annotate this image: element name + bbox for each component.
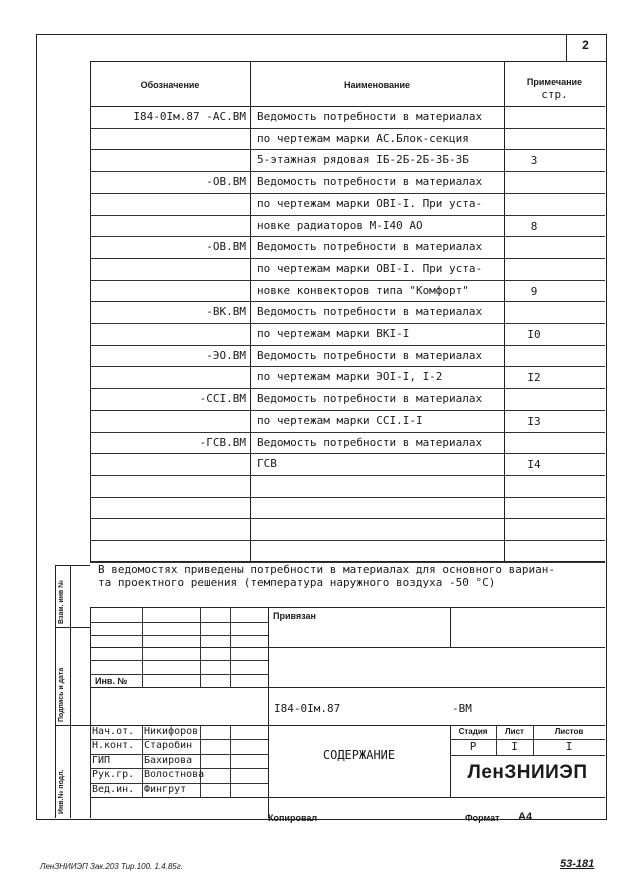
footer-right: 53-181 (560, 858, 595, 870)
row-page: 9 (530, 284, 538, 298)
row-divider (250, 388, 605, 389)
row-divider-left (90, 128, 250, 129)
signature-role: Вед.ин. (92, 783, 135, 795)
row-divider-left (90, 301, 250, 302)
row-name: Ведомость потребности в материалах (257, 240, 483, 254)
side-label-inv-podl: Инв.№ подл. (58, 769, 65, 814)
column-header-designation: Обозначение (140, 80, 200, 90)
signature-role: ГИП (92, 754, 111, 766)
format-value: А4 (518, 811, 533, 823)
row-divider-left (90, 345, 250, 346)
sheet-value: I (511, 740, 518, 753)
row-name: по чертежам марки ССI.I-I (257, 413, 423, 427)
signature-role: Рук.гр. (92, 769, 135, 781)
row-designation: -ОВ.ВМ (206, 175, 246, 189)
signature-name: Никифоров (144, 726, 199, 737)
row-page: I2 (527, 371, 541, 385)
row-designation: -ОВ.ВМ (206, 240, 246, 254)
row-divider-left (90, 149, 250, 150)
row-name: по чертежам марки ОВI-I. При уста- (257, 196, 483, 210)
column-header-name: Наименование (343, 80, 411, 90)
note-line-2: та проектного решения (температура наружного воздуха -50 °С) (98, 576, 496, 589)
footer-left: ЛенЗНИИЭП Зак.203 Тир.100. 1.4.85г. (40, 862, 183, 871)
document-code: I84-0Iм.87 (274, 702, 341, 715)
row-divider (250, 171, 605, 172)
side-label-vzam: Взам. инв № (58, 580, 65, 624)
row-divider-left (90, 366, 250, 367)
row-divider-left (90, 410, 250, 411)
row-page: 3 (530, 154, 538, 168)
row-divider-left (90, 193, 250, 194)
row-name: 5-этажная рядовая IБ-2Б-2Б-3Б-3Б (257, 153, 469, 167)
row-divider-left (90, 258, 250, 259)
stage-label: Стадия (458, 727, 488, 736)
row-name: по чертежам марки ЭОI-I, I-2 (257, 370, 443, 384)
format-label: Формат (465, 813, 500, 823)
side-label-podpis: Подпись и дата (58, 667, 65, 722)
sheets-value: I (565, 740, 573, 753)
row-page: I0 (527, 328, 541, 341)
row-page: I3 (527, 414, 541, 428)
document-suffix: -ВМ (452, 702, 472, 715)
row-divider (250, 258, 605, 259)
organization-logo: ЛенЗНИИЭП (467, 762, 588, 783)
sheet-label: Лист (505, 727, 524, 736)
document-title: СОДЕРЖАНИЕ (322, 748, 396, 762)
copied-label: Копировал (268, 813, 318, 823)
inv-no-label: Инв. № (95, 676, 128, 686)
row-designation: -ГСВ.ВМ (199, 435, 246, 449)
row-designation: -ЭО.ВМ (206, 348, 246, 362)
sheets-label: Листов (554, 727, 584, 736)
row-name: ГСВ (257, 457, 277, 471)
row-divider-left (90, 540, 250, 541)
row-divider-left (90, 518, 250, 519)
row-divider-left (90, 432, 250, 433)
row-divider-left (90, 171, 250, 172)
signature-name: Бахирова (144, 754, 193, 766)
row-divider (250, 345, 605, 346)
row-designation: I84-0Iм.87 -АС.ВМ (133, 110, 246, 123)
row-divider (250, 540, 605, 541)
row-divider (250, 518, 605, 519)
privyazan-label: Привязан (273, 611, 316, 621)
row-divider (250, 301, 605, 302)
row-name: новке радиаторов М-I40 АО (257, 218, 423, 232)
row-name: Ведомость потребности в материалах (257, 435, 483, 449)
row-divider (250, 193, 605, 194)
row-divider-left (90, 453, 250, 454)
row-divider (250, 236, 605, 237)
row-divider-left (90, 388, 250, 389)
row-divider-left (90, 215, 250, 216)
row-divider-left (90, 475, 250, 476)
row-name: по чертежам марки ОВI-I. При уста- (257, 261, 483, 275)
row-divider (250, 410, 605, 411)
row-divider (250, 366, 605, 367)
row-divider (250, 215, 605, 216)
row-divider-left (90, 236, 250, 237)
row-name: по чертежам марки ВКI-I (257, 327, 410, 340)
signature-role: Нач.от. (92, 726, 135, 737)
row-name: Ведомость потребности в материалах (257, 305, 483, 319)
column-header-note: Примечание (526, 77, 583, 87)
row-divider-left (90, 497, 250, 498)
row-divider (250, 149, 605, 150)
row-designation: -ССI.ВМ (199, 392, 246, 406)
row-name: Ведомость потребности в материалах (257, 348, 483, 362)
row-page: I4 (527, 458, 541, 472)
row-divider-left (90, 280, 250, 281)
row-name: по чертежам марки АС.Блок-секция (257, 131, 469, 145)
row-divider (250, 475, 605, 476)
row-name: новке конвекторов типа "Комфорт" (257, 283, 469, 297)
note-line-1: В ведомостях приведены потребности в материалах для основного вариан- (98, 563, 555, 576)
column-header-page: стр. (541, 88, 568, 101)
row-divider (250, 323, 605, 324)
signature-name: Волостнова (144, 769, 205, 781)
stage-value: Р (469, 740, 477, 753)
row-divider (250, 280, 605, 281)
row-divider (250, 497, 605, 498)
row-divider (250, 453, 605, 454)
row-name: Ведомость потребности в материалах (257, 110, 483, 123)
row-divider (250, 128, 605, 129)
signature-role: Н.конт. (92, 740, 135, 752)
row-name: Ведомость потребности в материалах (257, 175, 483, 189)
row-divider (250, 432, 605, 433)
row-designation: -ВК.ВМ (206, 305, 246, 319)
row-name: Ведомость потребности в материалах (257, 392, 483, 406)
row-page: 8 (530, 219, 538, 233)
signature-name: Фингрут (144, 783, 187, 795)
sheet-number: 2 (582, 38, 589, 52)
row-divider-left (90, 323, 250, 324)
signature-name: Старобин (144, 740, 193, 752)
